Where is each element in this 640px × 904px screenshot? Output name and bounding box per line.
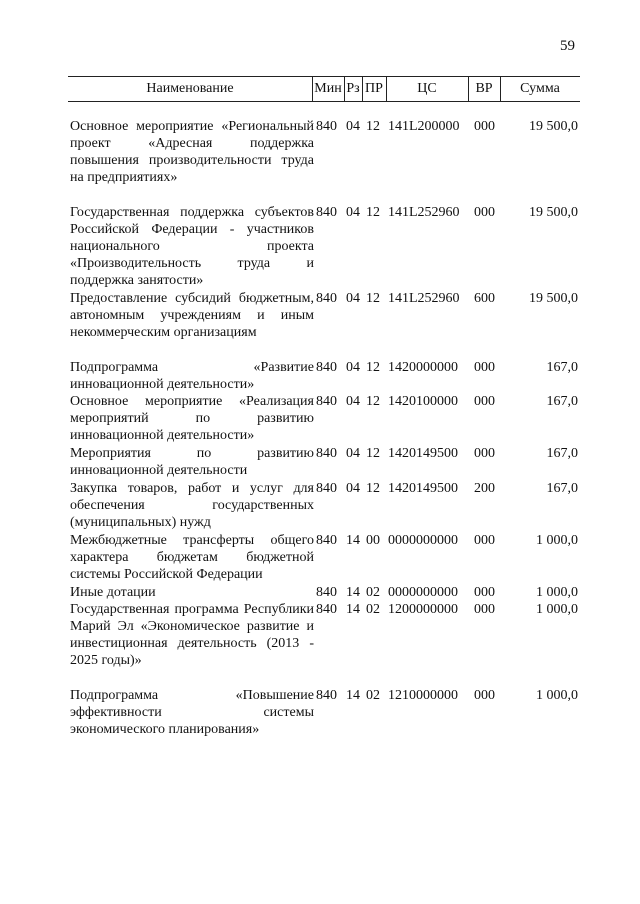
row-min: 840: [316, 602, 337, 617]
row-pr: 02: [366, 585, 380, 600]
row-sum: 167,0: [546, 394, 578, 409]
row-min: 840: [316, 688, 337, 703]
row-name: Закупка товаров, работ и услуг для обеспечения государственных (муниципальных) нужд: [70, 481, 314, 530]
row-sum: 1 000,0: [536, 585, 578, 600]
row-vr: 000: [474, 205, 495, 220]
row-pr: 12: [366, 205, 380, 220]
row-pr: 02: [366, 688, 380, 703]
row-min: 840: [316, 481, 337, 496]
row-cs: 141L252960: [388, 205, 460, 220]
row-vr: 000: [474, 360, 495, 375]
row-cs: 1200000000: [388, 602, 458, 617]
row-rz: 14: [346, 533, 360, 548]
row-vr: 000: [474, 585, 495, 600]
row-min: 840: [316, 533, 337, 548]
row-sum: 1 000,0: [536, 602, 578, 617]
header-cs: ЦС: [417, 81, 437, 96]
row-rz: 04: [346, 119, 360, 134]
row-name: Основное мероприятие «Реализация мероприятий по развитию инновационной деятельности»: [70, 394, 314, 443]
header-pr: ПР: [365, 81, 383, 96]
row-cs: 141L200000: [388, 119, 460, 134]
row-rz: 04: [346, 481, 360, 496]
row-min: 840: [316, 291, 337, 306]
row-sum: 167,0: [546, 360, 578, 375]
row-name: Государственная программа Республики Марий Эл «Экономическое развитие и инвестиционная деятельность (2013 - 2025 годы)»: [70, 602, 314, 668]
row-rz: 04: [346, 291, 360, 306]
row-vr: 000: [474, 446, 495, 461]
row-sum: 1 000,0: [536, 533, 578, 548]
row-rz: 14: [346, 688, 360, 703]
row-sum: 167,0: [546, 481, 578, 496]
row-cs: 1210000000: [388, 688, 458, 703]
page-number: 59: [560, 38, 575, 54]
row-name: Основное мероприятие «Региональный проект «Адресная поддержка повышения производительности труда на предприятиях»: [70, 119, 314, 185]
row-rz: 14: [346, 602, 360, 617]
row-min: 840: [316, 585, 337, 600]
row-vr: 000: [474, 602, 495, 617]
row-rz: 14: [346, 585, 360, 600]
row-pr: 12: [366, 291, 380, 306]
header-sum: Сумма: [520, 81, 560, 96]
row-min: 840: [316, 394, 337, 409]
row-name: Подпрограмма «Повышение эффективности системы экономического планирования»: [70, 688, 314, 737]
row-pr: 12: [366, 446, 380, 461]
row-name: Государственная поддержка субъектов Российской Федерации - участников национального проекта «Производительность труда и поддержка занятости»: [70, 205, 314, 288]
header-bottom-rule: [68, 101, 580, 102]
header-rz: Рз: [346, 81, 360, 96]
row-name: Мероприятия по развитию инновационной деятельности: [70, 446, 314, 478]
row-name: Предоставление субсидий бюджетным, автономным учреждениям и иным некоммерческим организациям: [70, 291, 314, 340]
row-pr: 12: [366, 360, 380, 375]
row-min: 840: [316, 119, 337, 134]
row-sum: 1 000,0: [536, 688, 578, 703]
row-sum: 19 500,0: [529, 291, 578, 306]
row-sum: 167,0: [546, 446, 578, 461]
row-pr: 12: [366, 119, 380, 134]
row-cs: 0000000000: [388, 585, 458, 600]
header-vr: ВР: [475, 81, 493, 96]
row-pr: 12: [366, 394, 380, 409]
row-rz: 04: [346, 446, 360, 461]
header-name: Наименование: [146, 81, 234, 96]
row-rz: 04: [346, 205, 360, 220]
row-sum: 19 500,0: [529, 119, 578, 134]
row-pr: 00: [366, 533, 380, 548]
row-vr: 000: [474, 688, 495, 703]
row-sum: 19 500,0: [529, 205, 578, 220]
row-pr: 12: [366, 481, 380, 496]
row-cs: 1420149500: [388, 481, 458, 496]
row-vr: 600: [474, 291, 495, 306]
row-name: Межбюджетные трансферты общего характера бюджетам бюджетной системы Российской Федерации: [70, 533, 314, 582]
row-cs: 0000000000: [388, 533, 458, 548]
header-min: Мин: [314, 81, 342, 96]
row-vr: 200: [474, 481, 495, 496]
row-vr: 000: [474, 119, 495, 134]
row-min: 840: [316, 360, 337, 375]
row-min: 840: [316, 205, 337, 220]
row-name: Подпрограмма «Развитие инновационной деятельности»: [70, 360, 314, 392]
row-vr: 000: [474, 394, 495, 409]
row-cs: 141L252960: [388, 291, 460, 306]
row-min: 840: [316, 446, 337, 461]
header-top-rule: [68, 76, 580, 77]
row-cs: 1420000000: [388, 360, 458, 375]
row-pr: 02: [366, 602, 380, 617]
row-name: Иные дотации: [70, 585, 156, 600]
row-cs: 1420100000: [388, 394, 458, 409]
row-vr: 000: [474, 533, 495, 548]
row-rz: 04: [346, 360, 360, 375]
row-rz: 04: [346, 394, 360, 409]
row-cs: 1420149500: [388, 446, 458, 461]
